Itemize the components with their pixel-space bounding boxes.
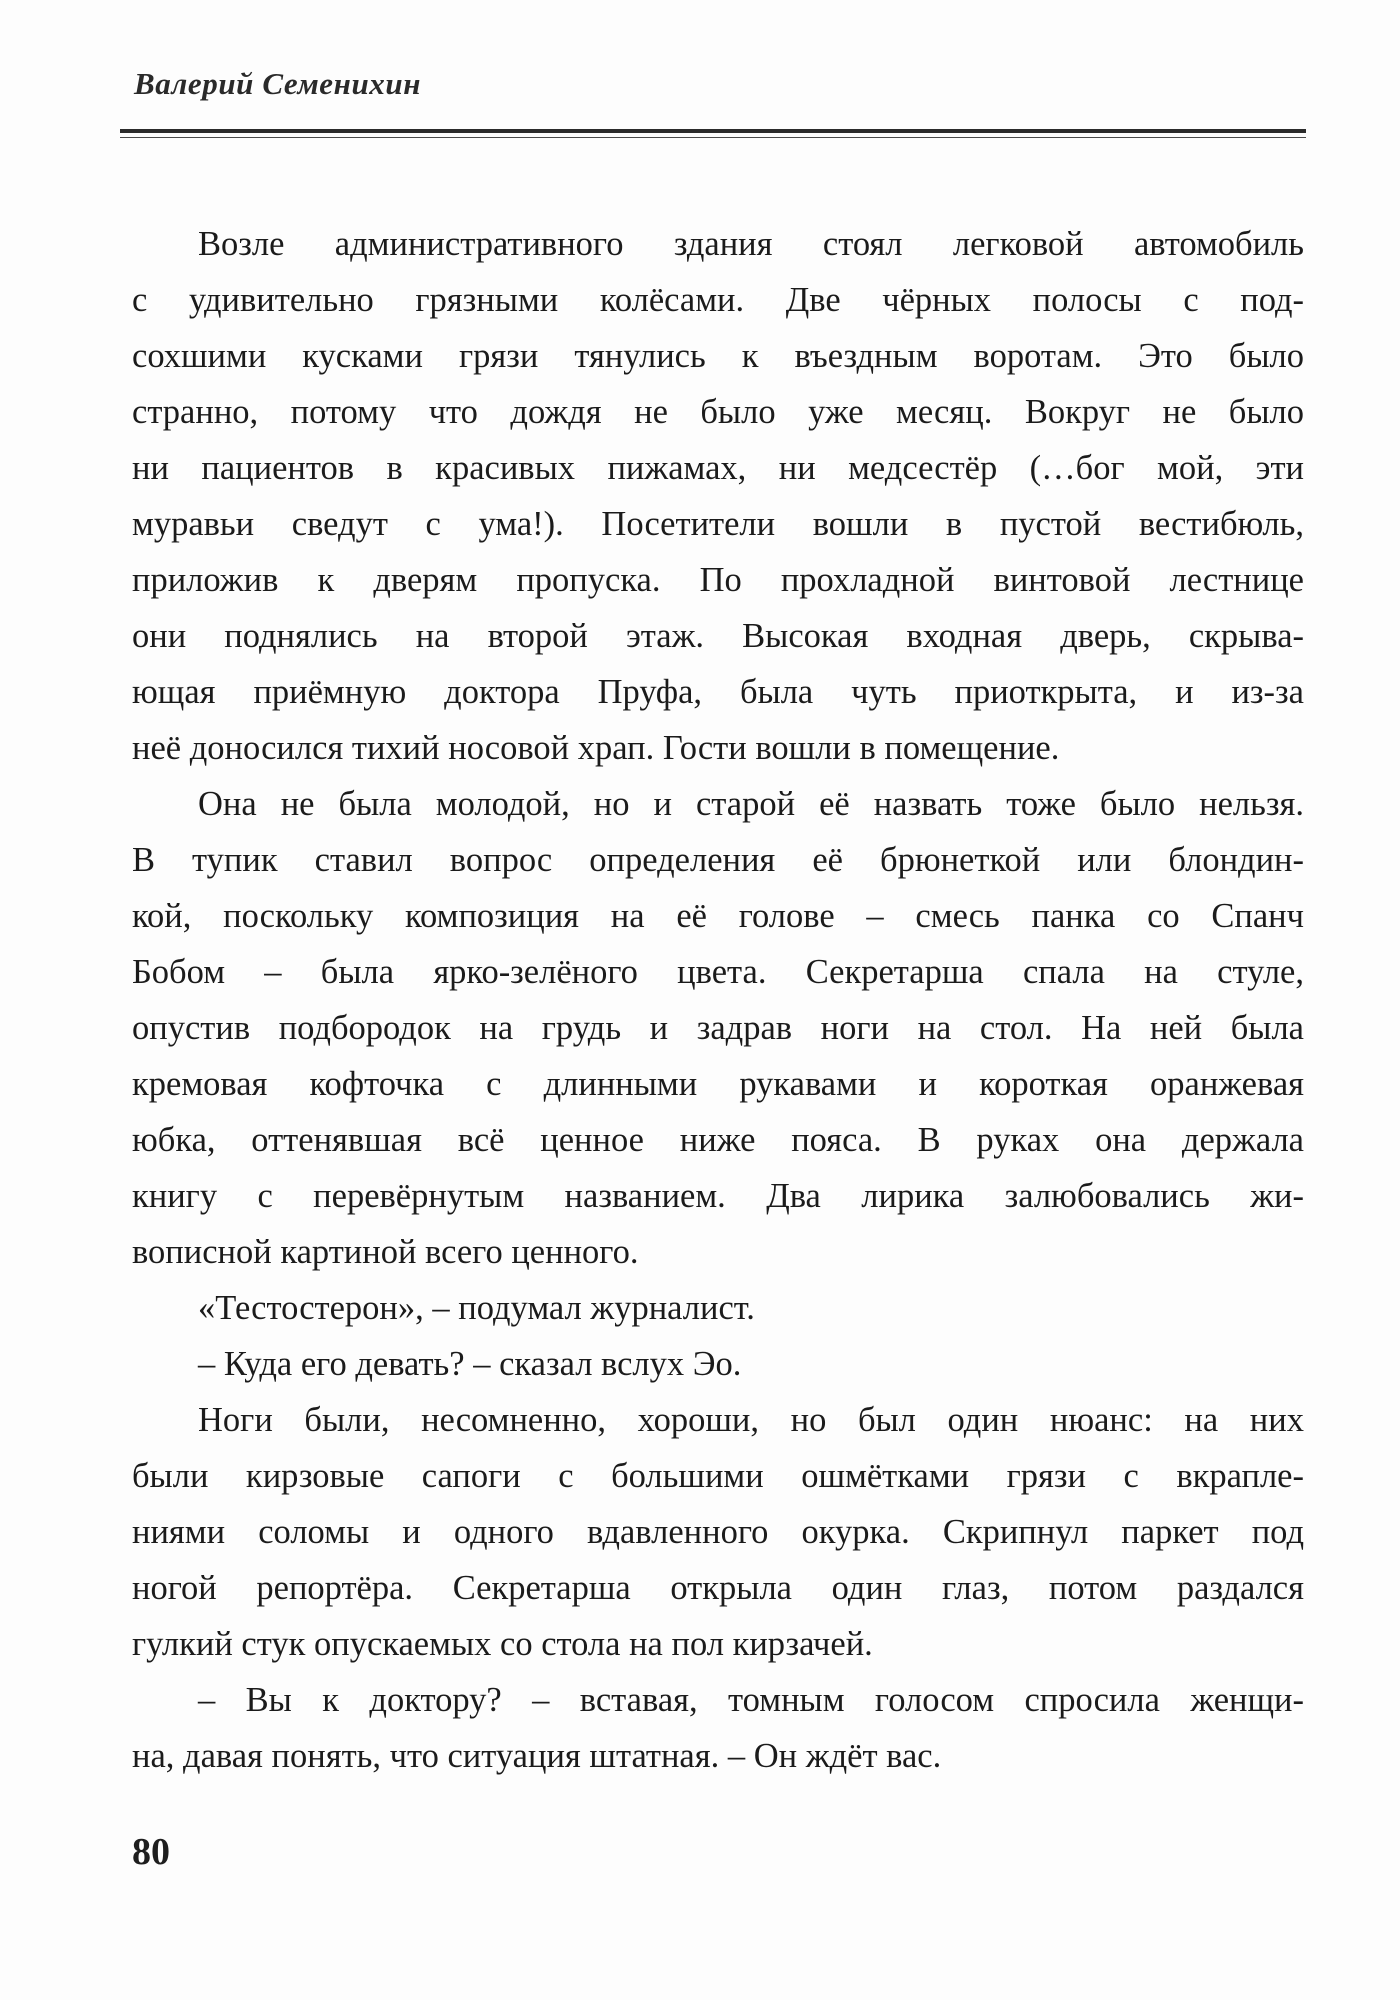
text-line: кремовая кофточка с длинными рукавами и короткая оранжевая [132, 1065, 1304, 1103]
text-line: приложив к дверям пропуска. По прохладной винтовой лестнице [132, 561, 1304, 599]
text-line: муравьи сведут с ума!). Посетители вошли в пустой вестибюль, [132, 505, 1304, 543]
text-line: Она не была молодой, но и старой её назвать тоже было нельзя. [198, 785, 1304, 823]
text-line: Ноги были, несомненно, хороши, но был один нюанс: на них [198, 1401, 1304, 1439]
text-line: книгу с перевёрнутым названием. Два лирика залюбовались жи- [132, 1177, 1304, 1215]
text-line: Бобом – была ярко-зелёного цвета. Секретарша спала на стуле, [132, 953, 1304, 991]
body-text [132, 216, 1304, 1784]
header-rule-thin [120, 137, 1306, 138]
text-line: ни пациентов в красивых пижамах, ни медсестёр (…бог мой, эти [132, 449, 1304, 487]
header-rule-thick [120, 129, 1306, 133]
text-line: юбка, оттенявшая всё ценное ниже пояса. В руках она держала [132, 1121, 1304, 1159]
running-head-author: Валерий Семенихин [134, 66, 422, 101]
text-line: с удивительно грязными колёсами. Две чёрных полосы с под- [132, 281, 1304, 319]
text-line: опустив подбородок на грудь и задрав ноги на стол. На ней была [132, 1009, 1304, 1047]
text-line: были кирзовые сапоги с большими ошмётками грязи с вкрапле- [132, 1457, 1304, 1495]
text-line: на, давая понять, что ситуация штатная. – Он ждёт вас. [132, 1737, 942, 1775]
text-line: они поднялись на второй этаж. Высокая входная дверь, скрыва- [132, 617, 1304, 655]
text-line: ногой репортёра. Секретарша открыла один глаз, потом раздался [132, 1569, 1304, 1607]
text-line: кой, поскольку композиция на её голове – смесь панка со Спанч [132, 897, 1304, 935]
text-line: – Вы к доктору? – вставая, томным голосом спросила женщи- [198, 1681, 1304, 1719]
text-line: – Куда его девать? – сказал вслух Эо. [198, 1345, 742, 1383]
text-line: странно, потому что дождя не было уже месяц. Вокруг не было [132, 393, 1304, 431]
text-line: Возле административного здания стоял легковой автомобиль [198, 225, 1304, 263]
text-line: вописной картиной всего ценного. [132, 1233, 639, 1271]
text-line: гулкий стук опускаемых со стола на пол кирзачей. [132, 1625, 873, 1663]
text-line: ющая приёмную доктора Пруфа, была чуть приоткрыта, и из-за [132, 673, 1304, 711]
text-line: неё доносился тихий носовой храп. Гости вошли в помещение. [132, 729, 1060, 767]
text-line: В тупик ставил вопрос определения её брюнеткой или блондин- [132, 841, 1304, 879]
text-line: сохшими кусками грязи тянулись к въездным воротам. Это было [132, 337, 1304, 375]
page-number: 80 [132, 1831, 170, 1873]
text-line: ниями соломы и одного вдавленного окурка. Скрипнул паркет под [132, 1513, 1304, 1551]
text-line: «Тестостерон», – подумал журналист. [198, 1289, 755, 1327]
